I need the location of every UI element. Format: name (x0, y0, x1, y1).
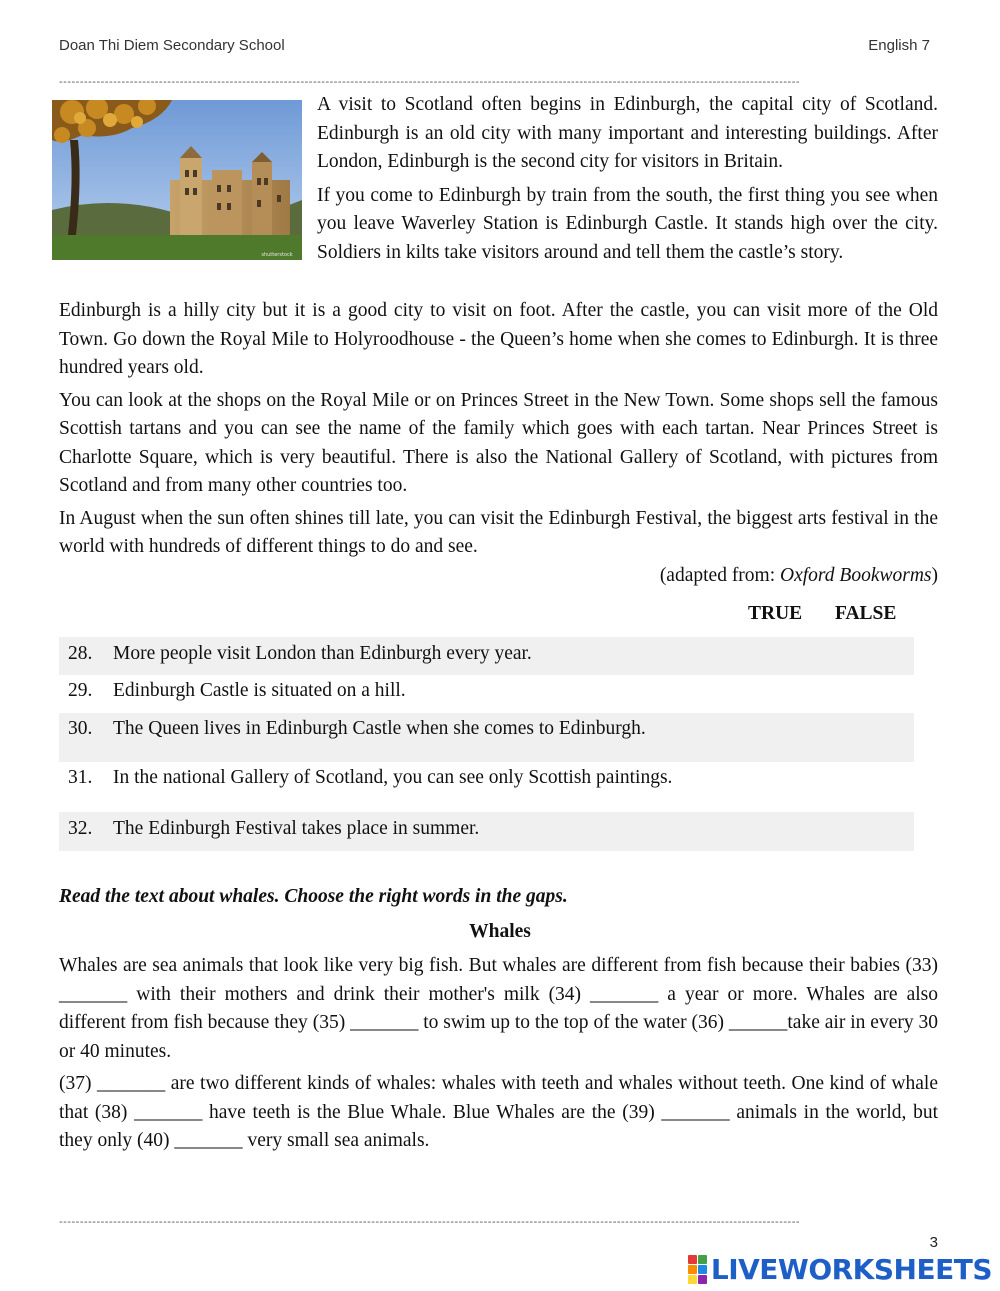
source-prefix: (adapted from: (659, 565, 781, 586)
source-citation (660, 565, 938, 587)
source-suffix: ) (931, 565, 938, 586)
question-number: 29. (68, 680, 93, 701)
logo-blocks-icon (688, 1255, 707, 1284)
liveworksheets-logo (688, 1252, 992, 1286)
footer-divider: ---------------------------------------------------------------------------------------------------------------------------------------------------------------------------------- (59, 1216, 801, 1228)
edinburgh-paragraph-4: You can look at the shops on the Royal Mile or on Princes Street in the New Town. Some shops sell the famous Scottish tartans and you can see the name of the family which goes with each tartan. Near Princes Street is Charlotte Square, which is very beautiful. There is also the National Gallery of Scotland, with pictures from Scotland and from many other countries too. (59, 389, 938, 496)
question-text: In the national Gallery of Scotland, you can see only Scottish paintings. (113, 767, 673, 788)
page-number: 3 (929, 1234, 938, 1251)
question-number: 31. (68, 767, 93, 788)
question-text: The Edinburgh Festival takes place in summer. (113, 818, 480, 839)
edinburgh-paragraph-3: Edinburgh is a hilly city but it is a good city to visit on foot. After the castle, you can visit more of the Old Town. Go down the Royal Mile to Holyroodhouse - the Queen’s home when she comes to Edinburgh. It is three hundred years old. (59, 300, 938, 378)
edinburgh-intro (59, 91, 938, 272)
false-column-header: FALSE (835, 603, 897, 624)
edinburgh-body (59, 297, 938, 566)
question-row-32 (59, 812, 914, 851)
header-school: Doan Thi Diem Secondary School (59, 37, 285, 54)
whales-title: Whales (469, 921, 531, 942)
question-text: The Queen lives in Edinburgh Castle when she comes to Edinburgh. (113, 718, 646, 739)
edinburgh-paragraph-1: A visit to Scotland often begins in Edinburgh, the capital city of Scotland. Edinburgh is an old city with many important and interesting buildings. After London, Edinburgh is the second city for visitors in Britain. (317, 94, 938, 172)
whales-paragraph-2: (37) _______ are two different kinds of whales: whales with teeth and whales without teeth. One kind of whale that (38) _______ have teeth is the Blue Whale. Blue Whales are the (39) _______ animals in the world, but they only (40) _______ very small sea animals. (59, 1073, 938, 1151)
question-row-28 (59, 637, 914, 675)
question-row-30 (59, 713, 914, 762)
question-number: 30. (68, 718, 93, 739)
whales-instruction: Read the text about whales. Choose the right words in the gaps. (59, 886, 568, 907)
question-text: Edinburgh Castle is situated on a hill. (113, 680, 406, 701)
header-subject: English 7 (868, 37, 930, 54)
photo-watermark: shutterstock (261, 252, 293, 258)
true-column-header: TRUE (748, 603, 803, 624)
question-row-29 (59, 675, 914, 713)
question-row-31 (59, 762, 914, 812)
whales-paragraph-1: Whales are sea animals that look like very big fish. But whales are different from fish because their babies (33) _______ with their mothers and drink their mother's milk (34) _______ a year or more. Whales are also different from fish because they (35) _______ to swim up to the top of the water (36) ______take air in every 30 or 40 minutes. (59, 955, 938, 1062)
logo-text: LIVEWORKSHEETS (710, 1252, 992, 1286)
source-title: Oxford Bookworms (780, 565, 932, 586)
header-divider: ---------------------------------------------------------------------------------------------------------------------------------------------------------------------------------- (59, 76, 801, 88)
question-text: More people visit London than Edinburgh every year. (113, 643, 532, 664)
edinburgh-paragraph-2: If you come to Edinburgh by train from the south, the first thing you see when you leave Waverley Station is Edinburgh Castle. It stands high over the city. Soldiers in kilts take visitors around and tell them the castle’s story. (317, 184, 938, 263)
question-number: 32. (68, 818, 93, 839)
edinburgh-paragraph-5: In August when the sun often shines till late, you can visit the Edinburgh Festival, the biggest arts festival in the world with hundreds of different things to do and see. (59, 507, 938, 557)
question-number: 28. (68, 643, 93, 664)
whales-body (59, 952, 938, 1160)
